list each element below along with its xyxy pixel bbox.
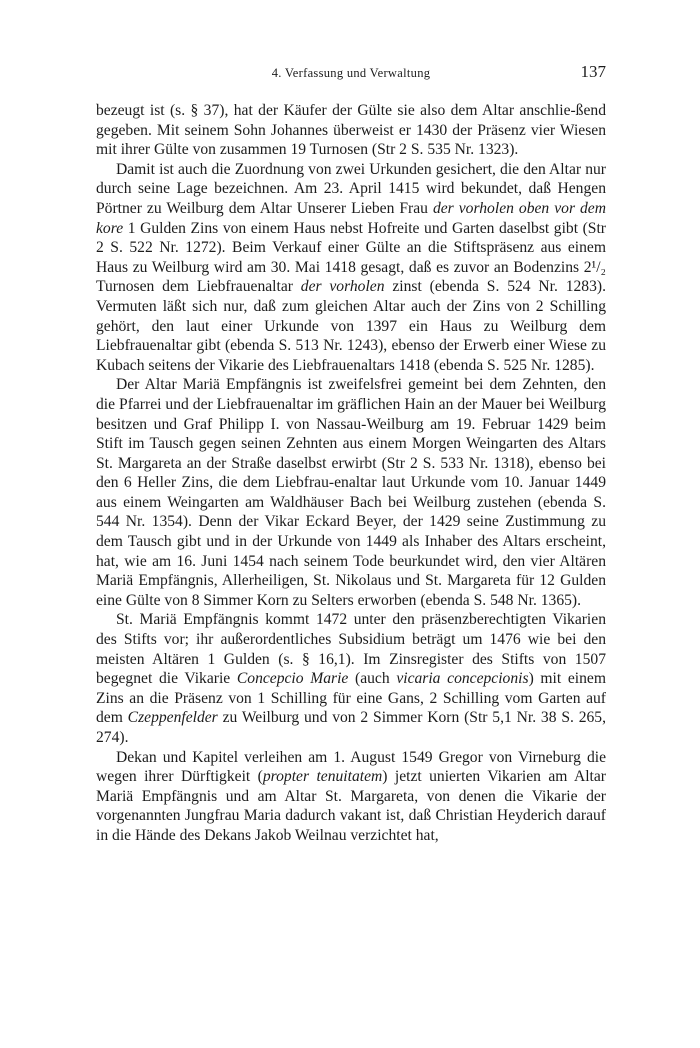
paragraph-4 <box>96 610 606 747</box>
text-run: zu Weilburg und von 2 Simmer Korn (Str 5,1 Nr. 38 S. 265, 274). <box>96 709 606 746</box>
page-header <box>96 62 606 86</box>
italic-phrase: vicaria concepcionis <box>396 670 529 688</box>
italic-phrase: Czeppenfelder <box>127 709 218 727</box>
running-head: 4. Verfassung und Verwaltung <box>271 66 431 80</box>
text-run: ) mit einem Zins an die Präsenz von 1 Schilling für eine Gans, 2 Schilling vom Garten auf dem <box>96 670 606 727</box>
text-run: Der Altar Mariä Empfängnis ist zweifelsfrei gemeint bei dem Zehnten, den die Pfarrei und der Liebfrauenaltar im gräflichen Hain an der Mauer bei Weilburg besitzen und Graf Philipp I. von Nassau-Weilburg am 19. Februar 1429 beim Stift im Tausch gegen seinen Zehnten aus einem Morgen Weingarten des Altars St. Margareta an der Straße daselbst erwirbt (Str 2 S. 533 Nr. 1318), ebenso bei den 6 Heller Zins, die dem Liebfrau-enaltar laut Urkunde vom 10. Januar 1449 aus einem Weingarten am Waldhäuser Bach bei Weilburg zustehen (ebenda S. 544 Nr. 1354). Denn der Vikar Eckard Beyer, der 1429 seine Zustimmung zu dem Tausch gibt und in der Urkunde von 1449 als Inhaber des Altars erscheint, hat, wie am 16. Juni 1454 nach seinem Tode beurkundet wird, den vier Altären Mariä Empfängnis, Allerheiligen, St. Nikolaus und St. Margareta für 12 Gulden eine Gülte von 8 Simmer Korn zu Selters erworben (ebenda S. 548 Nr. 1365). <box>96 376 606 609</box>
page-number: 137 <box>580 62 606 81</box>
italic-phrase: propter tenuitatem <box>262 768 383 786</box>
paragraph-2 <box>96 160 606 376</box>
paragraph-1 <box>96 101 606 160</box>
text-run: (auch <box>348 670 397 688</box>
body-text <box>96 101 606 846</box>
text-run: St. Mariä Empfängnis kommt 1472 unter den präsenzberechtigten Vikarien des Stifts vor; ihr außerordentliches Subsidium beträgt um 1476 wie bei den meisten Altären 1 Gulden (s. § 16,1). Im Zinsregister des Stifts von 1507 begegnet die Vikarie <box>96 611 606 688</box>
text-run: bezeugt ist (s. § 37), hat der Käufer der Gülte sie also dem Altar anschlie-ßend gegeben. Mit seinem Sohn Johannes überweist er 1430 der Präsenz vier Wiesen mit ihrer Gülte von zusammen 19 Turnosen (Str 2 S. 535 Nr. 1323). <box>96 102 606 159</box>
italic-phrase: der vorholen <box>300 278 385 296</box>
text-run: ) jetzt unierten Vikarien am Altar Mariä Empfängnis und am Altar St. Margareta, von denen die Vikarie der vorgenannten Jungfrau Maria dadurch vakant ist, daß Christian Heyderich darauf in die Hände des Dekans Jakob Weilnau verzichtet hat, <box>96 768 606 844</box>
text-run: Dekan und Kapitel verleihen am 1. August 1549 Gregor von Virneburg die wegen ihrer Dürftigkeit ( <box>96 748 606 786</box>
text-run: 1 Gulden Zins von einem Haus nebst Hofreite und Garten daselbst gibt (Str 2 S. 522 Nr. 1272). Beim Verkauf einer Gülte an die Stiftspräsenz aus einem Haus zu Weilburg wird am 30. Mai 1418 gesagt, daß es zuvor an Bodenzins 2¹/₂ Turnosen dem Liebfrauenaltar <box>96 219 606 296</box>
italic-phrase: Concepcio Marie <box>236 670 349 688</box>
paragraph-5 <box>96 748 606 846</box>
text-run: Damit ist auch die Zuordnung von zwei Urkunden gesichert, die den Altar nur durch seine Lage bezeichnen. Am 23. April 1415 wird bekundet, daß Hengen Pörtner zu Weilburg dem Altar Unserer Lieben Frau <box>96 160 606 217</box>
italic-phrase: der vorholen oben vor dem kore <box>96 199 606 237</box>
paragraph-3 <box>96 375 606 610</box>
text-run: zinst (ebenda S. 524 Nr. 1283). Vermuten läßt sich nur, daß zum gleichen Altar auch der Zins von 2 Schilling gehört, den laut einer Urkunde von 1397 ein Haus zu Weilburg dem Liebfrauenaltar gibt (ebenda S. 513 Nr. 1243), ebenso der Erwerb einer Wiese zu Kubach seitens der Vikarie des Liebfrauenaltars 1418 (ebenda S. 525 Nr. 1285). <box>96 278 606 374</box>
